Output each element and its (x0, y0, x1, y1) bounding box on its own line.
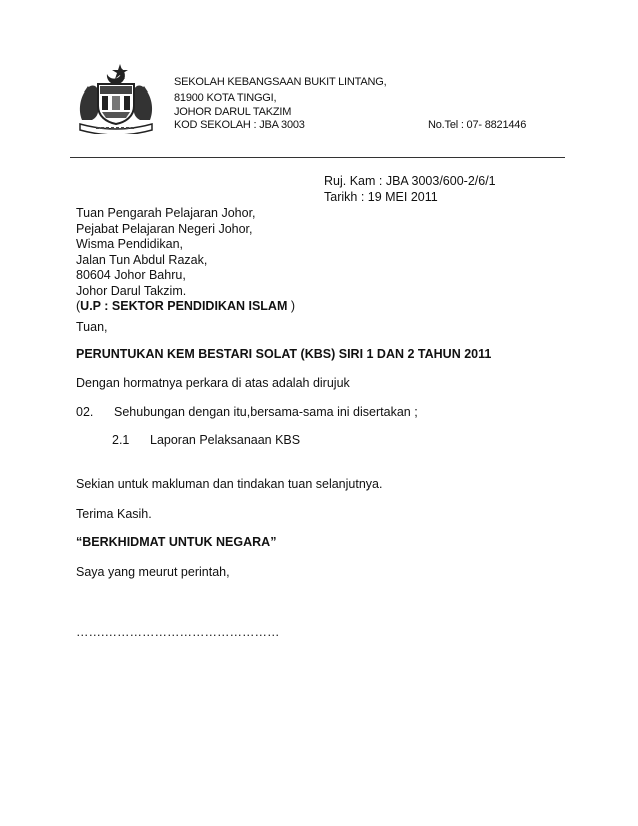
recipient-line: Wisma Pendidikan, (76, 237, 183, 251)
attention-suffix: ) (287, 299, 296, 313)
school-address-line2: JOHOR DARUL TAKZIM (174, 106, 292, 118)
school-telephone: No.Tel : 07- 8821446 (428, 119, 527, 131)
item-text: Laporan Pelaksanaan KBS (150, 433, 301, 447)
recipient-address (76, 206, 295, 315)
paragraph-2-text: Sehubungan dengan itu,bersama-sama ini disertakan ; (114, 405, 418, 419)
paragraph-2-number: 02. (76, 405, 94, 419)
closing-text: Sekian untuk makluman dan tindakan tuan selanjutnya. (76, 477, 383, 491)
paragraph-1: Dengan hormatnya perkara di atas adalah dirujuk (76, 376, 350, 390)
school-address-line1: 81900 KOTA TINGGI, (174, 92, 277, 104)
recipient-line: 80604 Johor Bahru, (76, 268, 186, 282)
recipient-line: Tuan Pengarah Pelajaran Johor, (76, 206, 256, 220)
attention-unit: U.P : SEKTOR PENDIDIKAN ISLAM (80, 299, 288, 313)
header-divider (70, 157, 565, 158)
motto: “BERKHIDMAT UNTUK NEGARA” (76, 535, 277, 549)
item-number: 2.1 (112, 433, 130, 447)
thanks-text: Terima Kasih. (76, 507, 152, 521)
recipient-line: Johor Darul Takzim. (76, 283, 187, 298)
recipient-line: Pejabat Pelajaran Negeri Johor, (76, 221, 253, 236)
attention-prefix: ( (76, 299, 81, 313)
school-name: SEKOLAH KEBANGSAAN BUKIT LINTANG, (174, 76, 387, 88)
signature-line: …….…………………………………… (76, 625, 280, 639)
coat-of-arms-icon (74, 62, 158, 134)
letter-subject: PERUNTUKAN KEM BESTARI SOLAT (KBS) SIRI 1 DAN 2 TAHUN 2011 (76, 347, 492, 361)
recipient-line: Jalan Tun Abdul Razak, (76, 252, 208, 267)
salutation: Tuan, (76, 320, 108, 334)
attention-line (76, 299, 295, 315)
reference-number: Ruj. Kam : JBA 3003/600-2/6/1 (324, 174, 496, 188)
signoff: Saya yang meurut perintah, (76, 565, 230, 579)
school-code: KOD SEKOLAH : JBA 3003 (174, 119, 305, 131)
letter-date: Tarikh : 19 MEI 2011 (324, 190, 438, 204)
